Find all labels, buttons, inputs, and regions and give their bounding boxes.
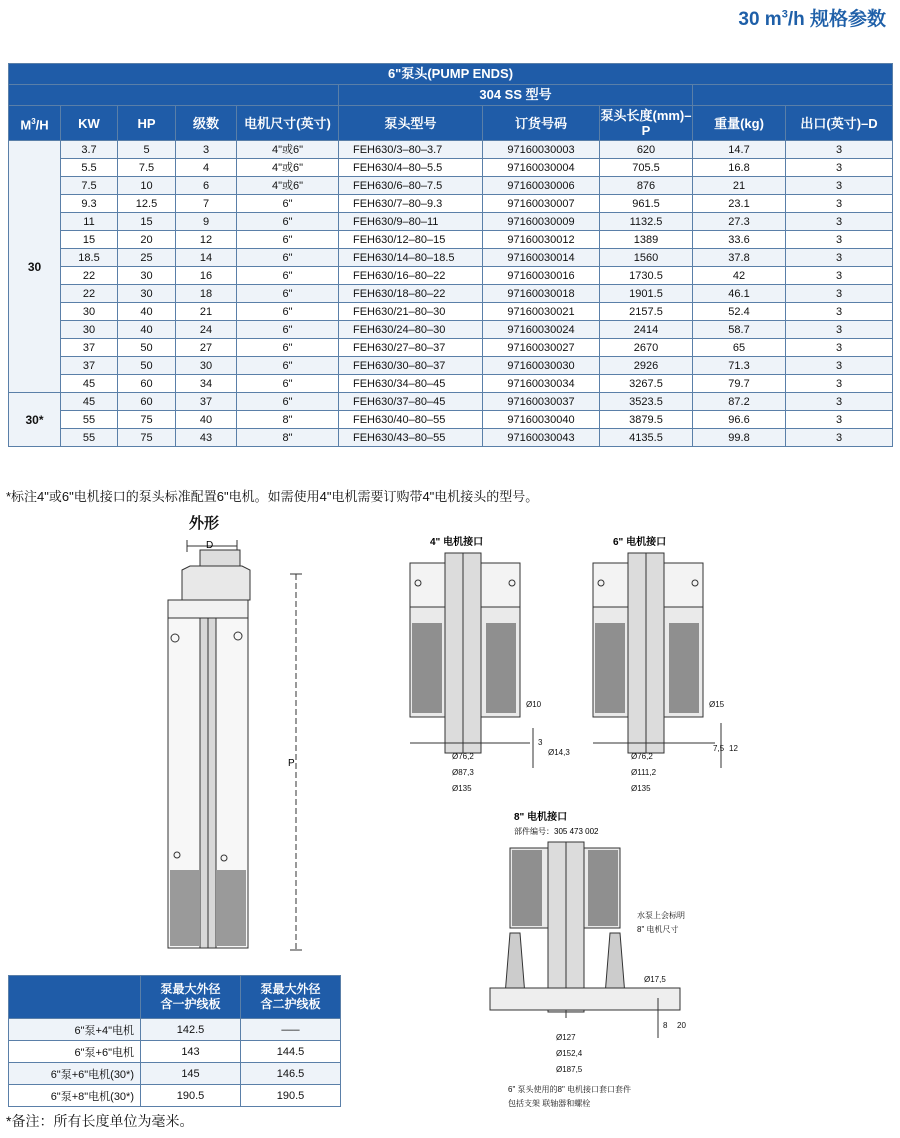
fig6-d15: Ø15 <box>709 700 725 709</box>
col-weight: 重量(kg) <box>693 106 786 141</box>
cell-kw: 30 <box>61 303 118 321</box>
cell-length: 4135.5 <box>600 429 693 447</box>
col-motor: 电机尺寸(英寸) <box>237 106 339 141</box>
cell-hp: 7.5 <box>118 159 176 177</box>
cell-motor: 6" <box>237 357 339 375</box>
cell-motor: 4"或6" <box>237 177 339 195</box>
cell-order: 97160030012 <box>483 231 600 249</box>
cell-model: FEH630/9–80–11 <box>339 213 483 231</box>
cell-model: FEH630/30–80–37 <box>339 357 483 375</box>
cell-hp: 12.5 <box>118 195 176 213</box>
table-row <box>9 267 893 285</box>
table-row <box>9 141 893 159</box>
fig6-h12: 12 <box>729 744 738 753</box>
cell-kw: 15 <box>61 231 118 249</box>
cell-motor: 6" <box>237 195 339 213</box>
cell-kw: 45 <box>61 375 118 393</box>
od-row <box>9 1019 341 1041</box>
cell-hp: 40 <box>118 303 176 321</box>
cell-length: 3267.5 <box>600 375 693 393</box>
table-row <box>9 159 893 177</box>
cell-model: FEH630/14–80–18.5 <box>339 249 483 267</box>
cell-length: 1560 <box>600 249 693 267</box>
cell-outlet: 3 <box>786 411 893 429</box>
spec-group-title: 6"泵头(PUMP ENDS) <box>9 64 893 85</box>
cell-order: 97160030040 <box>483 411 600 429</box>
od-cell-v1: 143 <box>141 1041 241 1063</box>
cell-motor: 6" <box>237 249 339 267</box>
footnote: *备注：所有长度单位为毫米。 <box>6 1113 194 1129</box>
cell-kw: 55 <box>61 411 118 429</box>
cell-outlet: 3 <box>786 285 893 303</box>
table-row <box>9 231 893 249</box>
table-row <box>9 303 893 321</box>
cell-kw: 22 <box>61 285 118 303</box>
col-length: 泵头长度(mm)–P <box>600 106 693 141</box>
table-row <box>9 411 893 429</box>
cell-model: FEH630/43–80–55 <box>339 429 483 447</box>
col-stages: 级数 <box>176 106 237 141</box>
cell-stages: 21 <box>176 303 237 321</box>
col-outlet: 出口(英寸)–D <box>786 106 893 141</box>
cell-hp: 15 <box>118 213 176 231</box>
cell-stages: 27 <box>176 339 237 357</box>
cell-length: 1730.5 <box>600 267 693 285</box>
fig4-d135: Ø135 <box>452 784 472 793</box>
cell-kw: 5.5 <box>61 159 118 177</box>
od-header-2: 泵最大外径 含二护线板 <box>241 976 341 1019</box>
cell-length: 3879.5 <box>600 411 693 429</box>
cell-weight: 23.1 <box>693 195 786 213</box>
cell-kw: 9.3 <box>61 195 118 213</box>
cell-order: 97160030018 <box>483 285 600 303</box>
cell-hp: 60 <box>118 375 176 393</box>
cell-weight: 27.3 <box>693 213 786 231</box>
cell-outlet: 3 <box>786 141 893 159</box>
fig8-d127: Ø127 <box>556 1033 576 1042</box>
cell-kw: 30 <box>61 321 118 339</box>
spec-sub-title: 304 SS 型号 <box>339 85 693 106</box>
cell-weight: 52.4 <box>693 303 786 321</box>
cell-weight: 58.7 <box>693 321 786 339</box>
cell-motor: 6" <box>237 321 339 339</box>
fig4-d87: Ø87,3 <box>452 768 474 777</box>
cell-order: 97160030024 <box>483 321 600 339</box>
cell-model: FEH630/34–80–45 <box>339 375 483 393</box>
cell-length: 1901.5 <box>600 285 693 303</box>
cell-hp: 75 <box>118 429 176 447</box>
cell-model: FEH630/37–80–45 <box>339 393 483 411</box>
table-row <box>9 177 893 195</box>
cell-weight: 79.7 <box>693 375 786 393</box>
fig6-d135: Ø135 <box>631 784 651 793</box>
fig8-caption2: 包括支架 联轴器和螺栓 <box>508 1099 591 1108</box>
spec-table <box>8 63 893 447</box>
cell-order: 97160030030 <box>483 357 600 375</box>
cell-stages: 4 <box>176 159 237 177</box>
table-row <box>9 195 893 213</box>
od-cell-v2: 146.5 <box>241 1063 341 1085</box>
fig4-title: 4" 电机接口 <box>430 537 484 548</box>
cell-weight: 42 <box>693 267 786 285</box>
table-row <box>9 321 893 339</box>
cell-outlet: 3 <box>786 303 893 321</box>
cell-order: 97160030003 <box>483 141 600 159</box>
cell-order: 97160030027 <box>483 339 600 357</box>
cell-outlet: 3 <box>786 177 893 195</box>
cell-motor: 6" <box>237 231 339 249</box>
cell-model: FEH630/27–80–37 <box>339 339 483 357</box>
cell-hp: 5 <box>118 141 176 159</box>
flow-group-cell: 30 <box>9 141 61 393</box>
table-row <box>9 393 893 411</box>
col-kw: KW <box>61 106 118 141</box>
cell-stages: 18 <box>176 285 237 303</box>
fig8-h20: 20 <box>677 1021 686 1030</box>
cell-motor: 6" <box>237 213 339 231</box>
cell-length: 2926 <box>600 357 693 375</box>
cell-motor: 6" <box>237 285 339 303</box>
cell-stages: 12 <box>176 231 237 249</box>
od-cell-label: 6"泵+6"电机 <box>9 1041 141 1063</box>
cell-model: FEH630/18–80–22 <box>339 285 483 303</box>
od-cell-label: 6"泵+4"电机 <box>9 1019 141 1041</box>
cell-outlet: 3 <box>786 321 893 339</box>
cell-outlet: 3 <box>786 393 893 411</box>
outer-diameter-table <box>8 975 341 1107</box>
outline-title: 外形 <box>189 515 220 532</box>
cell-hp: 50 <box>118 339 176 357</box>
cell-length: 2157.5 <box>600 303 693 321</box>
cell-length: 1132.5 <box>600 213 693 231</box>
cell-order: 97160030021 <box>483 303 600 321</box>
cell-outlet: 3 <box>786 213 893 231</box>
cell-weight: 14.7 <box>693 141 786 159</box>
spec-blank <box>9 85 339 106</box>
cell-kw: 18.5 <box>61 249 118 267</box>
od-cell-v1: 142.5 <box>141 1019 241 1041</box>
cell-outlet: 3 <box>786 195 893 213</box>
cell-outlet: 3 <box>786 339 893 357</box>
cell-motor: 8" <box>237 411 339 429</box>
motor-note: *标注4"或6"电机接口的泵头标准配置6"电机。如需使用4"电机需要订购带4"电机接头的型号。 <box>6 489 539 504</box>
fig8-caption1: 6" 泵头使用的8" 电机接口套口套件 <box>508 1085 632 1094</box>
fig4-h14: Ø14,3 <box>548 748 570 757</box>
fig4-h3: 3 <box>538 738 543 747</box>
cell-stages: 37 <box>176 393 237 411</box>
cell-motor: 4"或6" <box>237 159 339 177</box>
table-row <box>9 357 893 375</box>
cell-order: 97160030009 <box>483 213 600 231</box>
cell-outlet: 3 <box>786 429 893 447</box>
od-cell-v2: 190.5 <box>241 1085 341 1107</box>
cell-model: FEH630/3–80–3.7 <box>339 141 483 159</box>
cell-kw: 3.7 <box>61 141 118 159</box>
cell-order: 97160030016 <box>483 267 600 285</box>
cell-hp: 25 <box>118 249 176 267</box>
fig8-d17: Ø17,5 <box>644 975 666 984</box>
cell-outlet: 3 <box>786 231 893 249</box>
cell-stages: 3 <box>176 141 237 159</box>
cell-motor: 6" <box>237 339 339 357</box>
cell-hp: 60 <box>118 393 176 411</box>
cell-weight: 21 <box>693 177 786 195</box>
cell-length: 3523.5 <box>600 393 693 411</box>
cell-length: 2414 <box>600 321 693 339</box>
fig6-h75: 7,5 <box>713 744 725 753</box>
table-row <box>9 375 893 393</box>
cell-order: 97160030007 <box>483 195 600 213</box>
fig-8in-interface <box>480 808 700 1113</box>
fig-6in-interface <box>585 533 745 803</box>
cell-weight: 71.3 <box>693 357 786 375</box>
cell-stages: 6 <box>176 177 237 195</box>
table-row <box>9 285 893 303</box>
cell-weight: 16.8 <box>693 159 786 177</box>
cell-length: 961.5 <box>600 195 693 213</box>
od-cell-v1: 145 <box>141 1063 241 1085</box>
od-cell-v1: 190.5 <box>141 1085 241 1107</box>
cell-hp: 10 <box>118 177 176 195</box>
cell-outlet: 3 <box>786 249 893 267</box>
cell-stages: 43 <box>176 429 237 447</box>
od-row <box>9 1041 341 1063</box>
pump-outline-drawing <box>150 530 320 970</box>
od-row <box>9 1085 341 1107</box>
cell-length: 705.5 <box>600 159 693 177</box>
cell-outlet: 3 <box>786 357 893 375</box>
cell-kw: 7.5 <box>61 177 118 195</box>
od-cell-label: 6"泵+8"电机(30*) <box>9 1085 141 1107</box>
fig-4in-interface <box>400 533 570 803</box>
cell-weight: 96.6 <box>693 411 786 429</box>
od-cell-label: 6"泵+6"电机(30*) <box>9 1063 141 1085</box>
cell-motor: 6" <box>237 303 339 321</box>
fig8-side2: 8" 电机尺寸 <box>637 925 679 934</box>
fig6-d76: Ø76,2 <box>631 752 653 761</box>
cell-order: 97160030004 <box>483 159 600 177</box>
fig4-d76: Ø76,2 <box>452 752 474 761</box>
cell-motor: 6" <box>237 267 339 285</box>
cell-weight: 46.1 <box>693 285 786 303</box>
col-m3h: $M^3/H$ <box>9 106 61 141</box>
cell-model: FEH630/12–80–15 <box>339 231 483 249</box>
fig8-title: 8" 电机接口 <box>514 812 568 823</box>
cell-order: 97160030006 <box>483 177 600 195</box>
cell-stages: 40 <box>176 411 237 429</box>
cell-kw: 55 <box>61 429 118 447</box>
od-cell-v2: ––– <box>241 1019 341 1041</box>
cell-hp: 30 <box>118 285 176 303</box>
cell-kw: 37 <box>61 339 118 357</box>
col-order: 订货号码 <box>483 106 600 141</box>
cell-length: 1389 <box>600 231 693 249</box>
cell-model: FEH630/40–80–55 <box>339 411 483 429</box>
cell-stages: 30 <box>176 357 237 375</box>
fig6-d111: Ø111,2 <box>631 768 657 777</box>
cell-kw: 37 <box>61 357 118 375</box>
cell-hp: 75 <box>118 411 176 429</box>
cell-length: 876 <box>600 177 693 195</box>
cell-model: FEH630/4–80–5.5 <box>339 159 483 177</box>
od-cell-v2: 144.5 <box>241 1041 341 1063</box>
fig8-h8: 8 <box>663 1021 668 1030</box>
cell-length: 2670 <box>600 339 693 357</box>
cell-weight: 87.2 <box>693 393 786 411</box>
cell-stages: 34 <box>176 375 237 393</box>
cell-outlet: 3 <box>786 267 893 285</box>
cell-hp: 40 <box>118 321 176 339</box>
cell-weight: 65 <box>693 339 786 357</box>
fig8-side1: 水泵上会标明 <box>637 911 685 920</box>
dim-d-label: D <box>206 540 214 551</box>
cell-stages: 9 <box>176 213 237 231</box>
col-hp: HP <box>118 106 176 141</box>
fig6-title: 6" 电机接口 <box>613 537 667 548</box>
cell-length: 620 <box>600 141 693 159</box>
table-row <box>9 339 893 357</box>
cell-order: 97160030034 <box>483 375 600 393</box>
cell-motor: 6" <box>237 375 339 393</box>
cell-hp: 30 <box>118 267 176 285</box>
cell-hp: 20 <box>118 231 176 249</box>
cell-kw: 22 <box>61 267 118 285</box>
cell-motor: 4"或6" <box>237 141 339 159</box>
dim-p-label: P <box>288 758 295 769</box>
cell-motor: 6" <box>237 393 339 411</box>
cell-stages: 16 <box>176 267 237 285</box>
cell-motor: 8" <box>237 429 339 447</box>
cell-kw: 11 <box>61 213 118 231</box>
cell-stages: 14 <box>176 249 237 267</box>
flow-group-cell: 30* <box>9 393 61 447</box>
cell-stages: 24 <box>176 321 237 339</box>
cell-model: FEH630/21–80–30 <box>339 303 483 321</box>
fig8-d187: Ø187,5 <box>556 1065 583 1074</box>
cell-weight: 37.8 <box>693 249 786 267</box>
cell-model: FEH630/6–80–7.5 <box>339 177 483 195</box>
cell-model: FEH630/7–80–9.3 <box>339 195 483 213</box>
fig8-d152: Ø152,4 <box>556 1049 583 1058</box>
cell-order: 97160030037 <box>483 393 600 411</box>
cell-order: 97160030014 <box>483 249 600 267</box>
cell-model: FEH630/24–80–30 <box>339 321 483 339</box>
col-model: 泵头型号 <box>339 106 483 141</box>
spec-blank-right <box>693 85 893 106</box>
od-header-1: 泵最大外径 含一护线板 <box>141 976 241 1019</box>
cell-outlet: 3 <box>786 159 893 177</box>
cell-order: 97160030043 <box>483 429 600 447</box>
cell-model: FEH630/16–80–22 <box>339 267 483 285</box>
od-row <box>9 1063 341 1085</box>
fig4-d10: Ø10 <box>526 700 542 709</box>
table-row <box>9 429 893 447</box>
cell-stages: 7 <box>176 195 237 213</box>
fig8-part: 部件编号：305 473 002 <box>514 827 599 836</box>
cell-weight: 99.8 <box>693 429 786 447</box>
page-title: 30 $m^3/h$ 规格参数 <box>738 8 886 30</box>
table-row <box>9 249 893 267</box>
cell-outlet: 3 <box>786 375 893 393</box>
od-blank-header <box>9 976 141 1019</box>
cell-kw: 45 <box>61 393 118 411</box>
cell-hp: 50 <box>118 357 176 375</box>
table-row <box>9 213 893 231</box>
cell-weight: 33.6 <box>693 231 786 249</box>
